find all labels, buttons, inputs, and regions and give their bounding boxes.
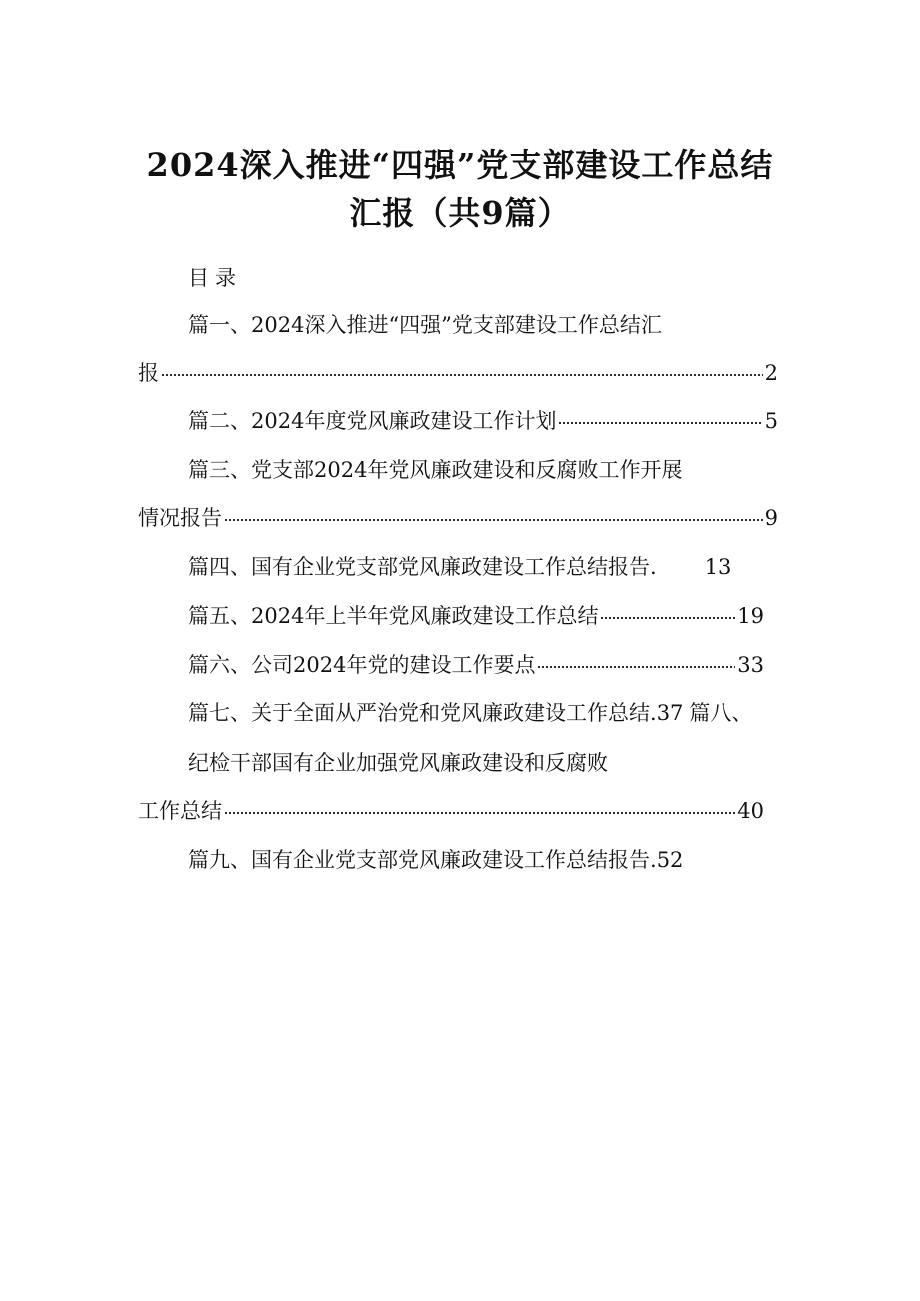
document-title-line-2: 汇报（共9篇）	[349, 194, 571, 232]
document-title-line-1: 2024深入推进“四强”党支部建设工作总结	[146, 146, 774, 184]
toc-entry-2-page: 5	[764, 409, 778, 433]
toc-entry-4-text: 篇四、国有企业党支部党风廉政建设工作总结报告.	[188, 555, 657, 579]
toc-entry-4[interactable]	[188, 552, 731, 582]
toc-entry-9[interactable]	[188, 845, 683, 875]
toc-entry-8-line-1[interactable]: 纪检干部国有企业加强党风廉政建设和反腐败	[188, 751, 608, 775]
toc-entry-7-page: 37	[656, 701, 684, 725]
dot-leader	[558, 421, 762, 425]
toc-entry-2-text: 篇二、2024年度党风廉政建设工作计划	[188, 409, 557, 433]
toc-entry-7[interactable]	[188, 698, 752, 728]
dot-leader	[600, 616, 735, 620]
toc-entry-1-page: 2	[764, 361, 778, 385]
toc-entry-6-page: 33	[737, 653, 764, 677]
toc-entry-5-page: 19	[737, 604, 764, 628]
toc-entry-3-text: 情况报告	[138, 506, 222, 530]
toc-entry-8-page: 40	[737, 799, 764, 823]
toc-entry-3-line-1[interactable]: 篇三、党支部2024年党风廉政建设和反腐败工作开展	[188, 458, 683, 482]
toc-entry-5-text: 篇五、2024年上半年党风廉政建设工作总结	[188, 604, 599, 628]
toc-entry-7-text: 篇七、关于全面从严治党和党风廉政建设工作总结.	[188, 701, 657, 725]
toc-heading: 目录	[188, 266, 242, 290]
toc-entry-9-page: 52	[656, 848, 684, 872]
toc-entry-8-line-2[interactable]	[138, 796, 764, 826]
dot-leader	[537, 665, 735, 669]
dot-leader	[224, 518, 763, 522]
dot-leader	[224, 811, 735, 815]
toc-entry-1-line-1[interactable]: 篇一、2024深入推进“四强”党支部建设工作总结汇	[188, 313, 662, 337]
toc-entry-4-page: 13	[704, 555, 732, 579]
toc-entry-1-text: 报	[138, 361, 159, 385]
toc-entry-1-line-2[interactable]	[138, 358, 778, 388]
toc-entry-8-prefix: 篇八、	[689, 701, 753, 725]
toc-entry-5[interactable]	[188, 601, 764, 631]
toc-entry-2[interactable]	[188, 406, 778, 436]
dot-leader	[161, 373, 763, 377]
toc-entry-3-page: 9	[764, 506, 778, 530]
toc-entry-8-text: 工作总结	[138, 799, 222, 823]
toc-entry-6-text: 篇六、公司2024年党的建设工作要点	[188, 653, 536, 677]
toc-entry-6[interactable]	[188, 650, 764, 680]
toc-entry-3-line-2[interactable]	[138, 503, 778, 533]
toc-entry-9-text: 篇九、国有企业党支部党风廉政建设工作总结报告.	[188, 848, 657, 872]
